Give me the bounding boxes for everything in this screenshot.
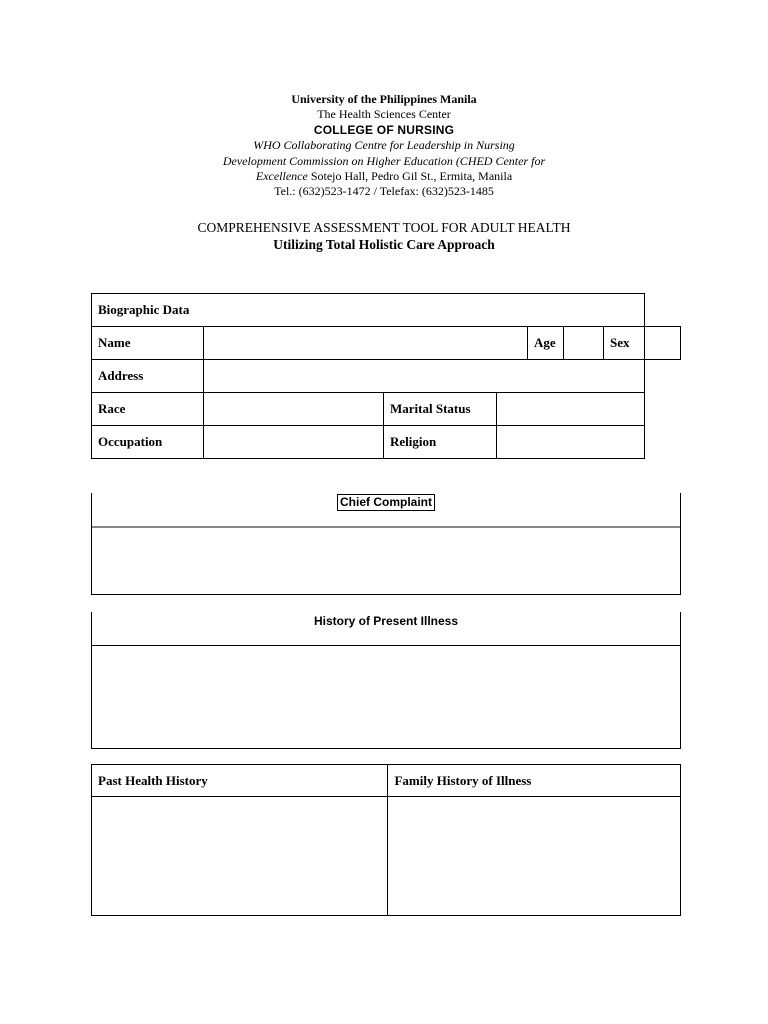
address-field[interactable]: [204, 360, 645, 393]
past-health-history-field[interactable]: [92, 797, 388, 916]
marital-status-label: Marital Status: [384, 393, 497, 426]
occupation-field[interactable]: [204, 426, 384, 459]
form-title: [0, 219, 768, 253]
religion-label: Religion: [384, 426, 497, 459]
age-label: Age: [528, 327, 564, 360]
present-illness-box: [91, 612, 681, 749]
address-label: Address: [92, 360, 204, 393]
present-illness-header: [92, 612, 680, 646]
name-label: Name: [92, 327, 204, 360]
occupation-label: Occupation: [92, 426, 204, 459]
who-line: WHO Collaborating Centre for Leadership in Nursing: [253, 138, 515, 153]
family-history-field[interactable]: [388, 797, 681, 916]
history-table: [91, 764, 681, 916]
chief-complaint-header: [92, 493, 680, 528]
title-sub: Utilizing Total Holistic Care Approach: [273, 237, 495, 252]
present-illness-label: History of Present Illness: [313, 614, 459, 628]
name-field[interactable]: [204, 327, 528, 360]
age-field[interactable]: [564, 327, 604, 360]
biographic-heading: Biographic Data: [92, 294, 645, 327]
tel-line: Tel.: (632)523-1472 / Telefax: (632)523-1485: [274, 184, 494, 199]
chief-complaint-field[interactable]: [92, 529, 680, 594]
college-name: COLLEGE OF NURSING: [313, 122, 455, 137]
family-history-label: Family History of Illness: [388, 765, 681, 797]
title-main: COMPREHENSIVE ASSESSMENT TOOL FOR ADULT HEALTH: [197, 220, 571, 235]
excellence-text: Excellence: [255, 168, 308, 183]
biographic-table: [91, 293, 681, 459]
chief-complaint-box: [91, 493, 681, 595]
marital-status-field[interactable]: [497, 393, 645, 426]
religion-field[interactable]: [497, 426, 645, 459]
past-health-history-label: Past Health History: [92, 765, 388, 797]
university-name: University of the Philippines Manila: [291, 92, 477, 106]
ched-line: Development Commission on Higher Education (CHED Center for: [222, 153, 546, 168]
race-field[interactable]: [204, 393, 384, 426]
race-label: Race: [92, 393, 204, 426]
center-name: The Health Sciences Center: [317, 107, 451, 122]
present-illness-field[interactable]: [92, 647, 680, 748]
address-text: Sotejo Hall, Pedro Gil St., Ermita, Manila: [310, 168, 513, 183]
document-header: [0, 92, 768, 200]
sex-label: Sex: [604, 327, 645, 360]
sex-field[interactable]: [645, 327, 681, 360]
address-line: [0, 169, 768, 184]
chief-complaint-label: Chief Complaint: [337, 494, 435, 511]
